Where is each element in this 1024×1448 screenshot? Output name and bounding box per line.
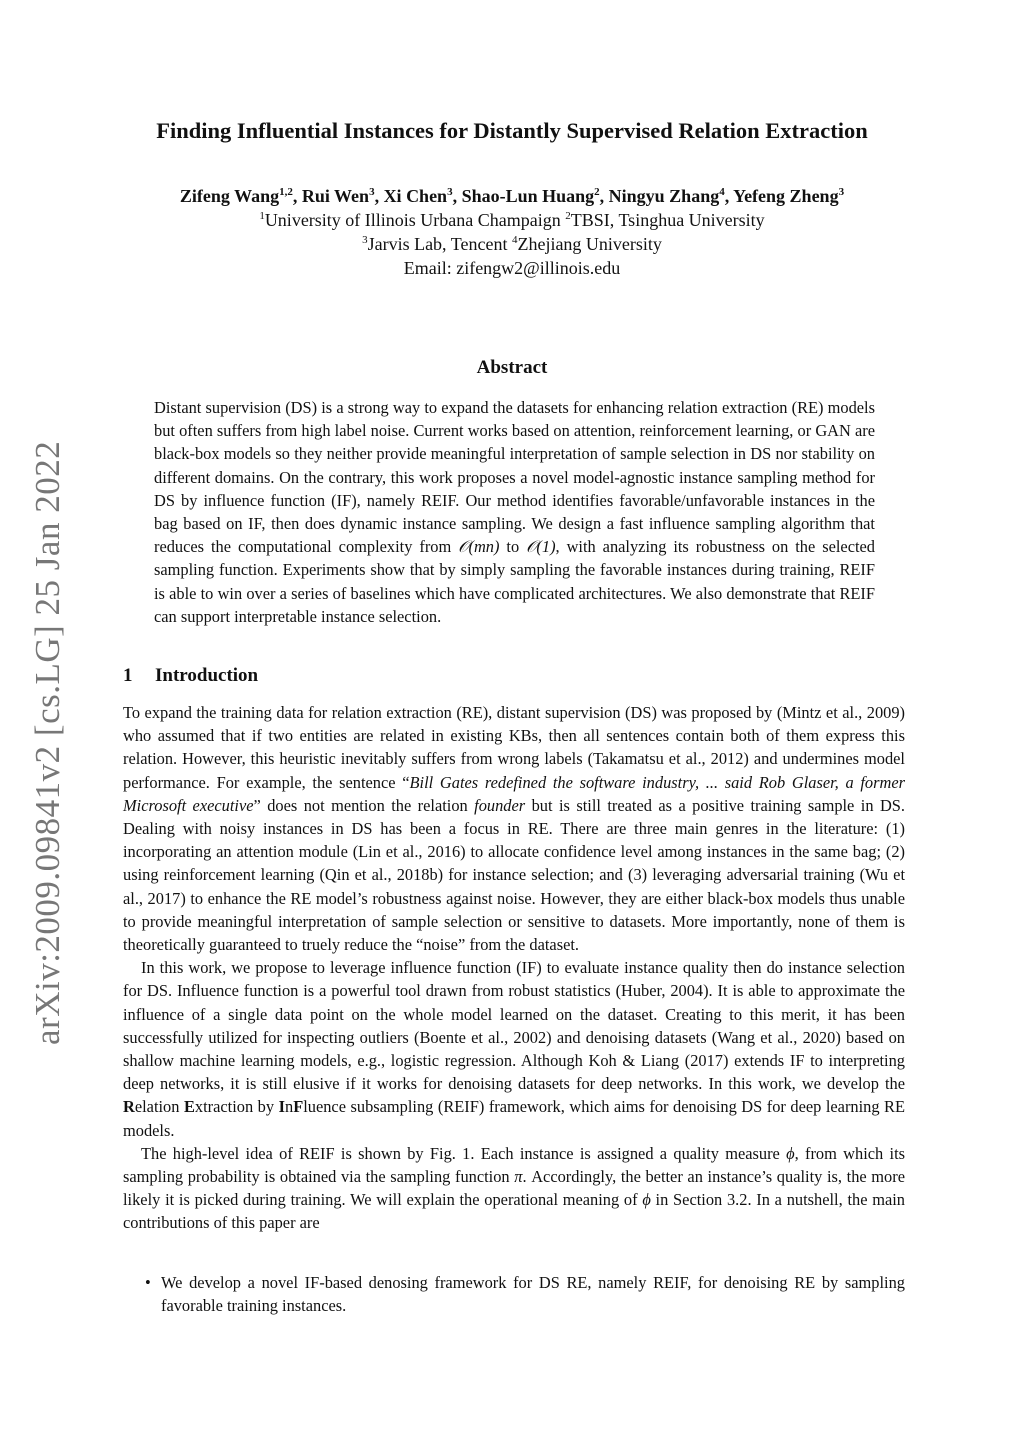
paragraph-text: To expand the training data for relation extraction (RE), distant supervision (DS) was proposed by (Mintz et al., 2009) who assumed that if two entities are related in existing KBs, then all sentences contain both of them express this relation. However, this heuristic inevitably suffers from wrong labels (Takamatsu et al., 2012) and undermines model performance. For example, the sentence “ <box>123 703 905 792</box>
author-name: Shao-Lun Huang <box>461 186 595 206</box>
abstract-text: , with analyzing its robustness on the selected sampling function. Experiments show that by simply sampling the favorable instances during training, REIF is able to win over a series of baselines which have complicated architectures. We also demonstrate that REIF can support interpretable instance selection. <box>154 537 875 626</box>
author-name: Xi Chen <box>383 186 448 206</box>
paragraph-text: The high-level idea of REIF is shown by Fig. 1. Each instance is assigned a quality measure <box>141 1143 787 1163</box>
author-name: Rui Wen <box>301 186 370 206</box>
paragraph <box>123 956 905 1142</box>
author-sep: , <box>374 186 384 206</box>
paper-title: Finding Influential Instances for Distantly Supervised Relation Extraction <box>156 118 868 143</box>
section-title: Introduction <box>155 665 259 686</box>
affil-text: Jarvis Lab, Tencent <box>367 234 512 254</box>
section-heading-introduction <box>123 665 258 687</box>
author-list <box>0 186 1024 207</box>
paragraph-text: n <box>284 1097 294 1117</box>
abstract-body <box>154 396 875 628</box>
paragraph-text: xtraction by <box>194 1097 279 1117</box>
author-affil-sup: 4 <box>719 186 725 198</box>
affil-sup: 1 <box>259 210 265 222</box>
author-sep: , <box>452 186 462 206</box>
affil-sup: 2 <box>565 210 571 222</box>
author-affil-sup: 3 <box>369 186 375 198</box>
acronym-letter: I <box>278 1097 285 1117</box>
author-sep: , <box>724 186 734 206</box>
acronym-letter: F <box>293 1097 304 1117</box>
acronym-letter: R <box>123 1097 135 1117</box>
math-symbol-phi: ϕ <box>786 1143 795 1163</box>
author-affil-sup: 1,2 <box>279 186 293 198</box>
abstract-heading: Abstract <box>476 357 548 378</box>
paragraph-text: ” does not mention the relation <box>253 795 475 815</box>
paragraph-text: In this work, we propose to leverage influence function (IF) to evaluate instance quality then do instance selection for DS. Influence function is a powerful tool drawn from robust statistics (Huber, 2004). It is able to approximate the influence of a single data point on the whole model learned on the dataset. Creating to this merit, it has been successfully utilized for inspecting outliers (Boente et al., 2002) and denoising datasets (Wang et al., 2020) based on shallow machine learning models, e.g., logistic regression. Although Koh & Liang (2017) extends IF to interpreting deep networks, it is still elusive if it works for denoising datasets for deep networks. In this work, we develop the <box>123 958 905 1094</box>
author-email: Email: zifengw2@illinois.edu <box>403 258 621 278</box>
paragraph-text: subsampling (REIF) framework, which aims for denoising DS for deep learning RE models. <box>123 1097 906 1140</box>
paragraph-text: , from which its sampling probability is obtained via the sampling function <box>123 1143 906 1187</box>
paragraph <box>123 701 905 956</box>
paragraph-text: elation <box>134 1097 184 1117</box>
acronym-letter: E <box>183 1097 195 1117</box>
author-name: Yefeng Zheng <box>733 186 839 206</box>
affil-text: University of Illinois Urbana Champaign <box>264 210 566 230</box>
list-item-text: We develop a novel IF-based denosing framework for DS RE, namely REIF, for denoising RE by sampling favorable training instances. <box>161 1273 905 1316</box>
contribution-list <box>145 1271 905 1317</box>
author-name: Zifeng Wang <box>179 186 280 206</box>
math-complexity: 𝒪(1) <box>526 537 556 557</box>
list-item <box>145 1271 905 1317</box>
math-symbol-phi: ϕ <box>642 1190 651 1210</box>
arxiv-identifier: arXiv:2009.09841v2 [cs.LG] 25 Jan 2022 <box>28 440 67 1045</box>
affil-text: TBSI, Tsinghua University <box>570 210 765 230</box>
author-affil-sup: 3 <box>447 186 453 198</box>
paragraph <box>123 1142 905 1235</box>
affil-sup: 4 <box>511 234 518 246</box>
relation-name: founder <box>474 795 526 815</box>
author-affil-sup: 2 <box>594 186 600 198</box>
example-sentence: Bill Gates redefined the software industry, ... said Rob Glaser, a former Microsoft executive <box>123 772 905 815</box>
abstract-text: Distant supervision (DS) is a strong way to expand the datasets for enhancing relation extraction (RE) models but often suffers from high label noise. Current works based on attention, reinforcement learning, or GAN are black-box models so they neither provide meaningful interpretation of sample selection in DS nor stability on different domains. On the contrary, this work proposes a novel model-agnostic instance sampling method for DS by influence function (IF), namely REIF. Our method identifies favorable/unfavorable instances in the bag based on IF, then does dynamic instance sampling. We design a fast influence sampling algorithm that reduces the computational complexity from <box>154 398 875 557</box>
paragraph-text: but is still treated as a positive training sample in DS. Dealing with noisy instances in DS has been a focus in RE. There are three main genres in the literature: (1) incorporating an attention module (Lin et al., 2016) to allocate confidence level among instances in the same bag; (2) using reinforcement learning (Qin et al., 2018b) for instance selection; and (3) leveraging adversarial training (Wu et al., 2017) to enhance the RE model’s robustness against noise. However, they are either black-box models thus unable to provide meaningful interpretation of sample selection or sensitive to datasets. More importantly, none of them is theoretically guaranteed to truely reduce the “noise” from the dataset. <box>123 795 905 955</box>
author-sep: , <box>292 186 302 206</box>
affiliation-line-2 <box>0 234 1024 255</box>
paragraph-text: luence <box>303 1097 346 1117</box>
bullet-marker: • <box>145 1273 151 1292</box>
author-sep: , <box>599 186 609 206</box>
abstract-text: to <box>499 537 527 557</box>
author-affil-sup: 3 <box>838 186 845 198</box>
author-name: Ningyu Zhang <box>608 186 720 206</box>
introduction-body <box>123 701 905 1235</box>
paragraph-text: . Accordingly, the better an instance’s quality is, the more likely it is picked during training. We will explain the operational meaning of <box>123 1167 905 1210</box>
affiliation-line-1 <box>0 210 1024 231</box>
math-complexity: 𝒪(mn) <box>458 537 500 557</box>
math-symbol-pi: π <box>514 1167 523 1187</box>
section-number: 1 <box>123 665 133 686</box>
paragraph-text: in Section 3.2. In a nutshell, the main contributions of this paper are <box>123 1190 905 1233</box>
affil-sup: 3 <box>362 234 368 246</box>
affil-text: Zhejiang University <box>517 234 662 254</box>
